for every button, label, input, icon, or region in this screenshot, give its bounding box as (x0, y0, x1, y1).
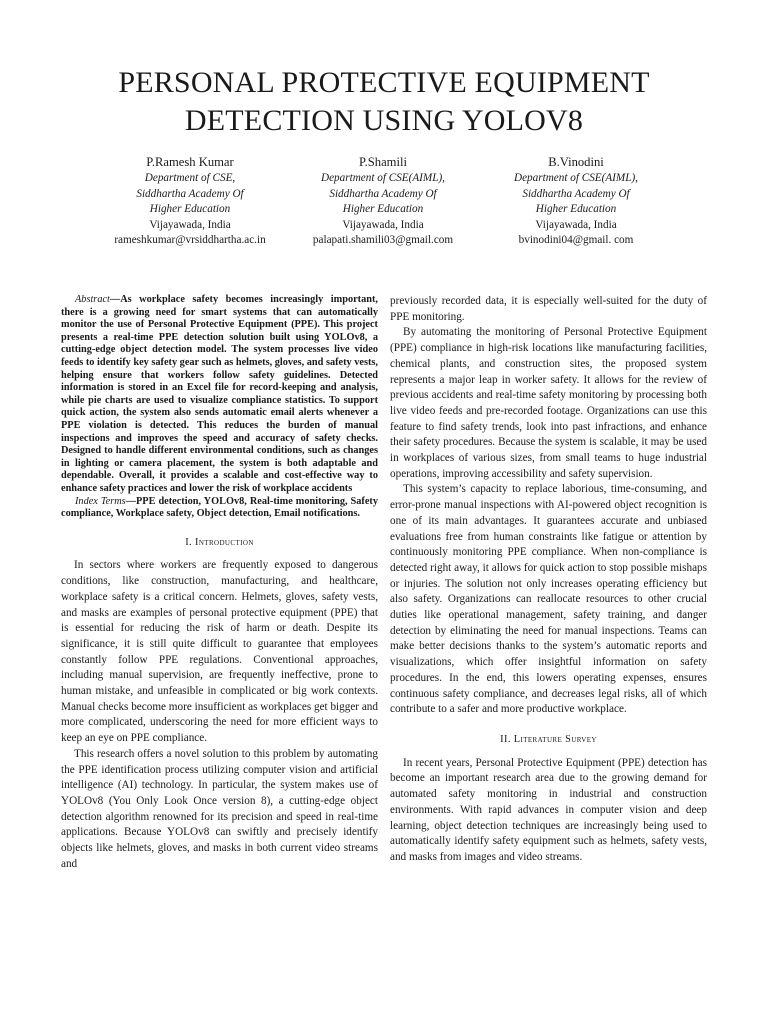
intro-paragraph-3: By automating the monitoring of Personal Protective Equipment (PPE) compliance in high-risk locations like manufacturing facilities, chemical plants, and construction sites, the proposed system represents a major leap in worker safety. It allows for the review of previous accidents and real-time safety monitoring by processing both live video feeds and pre-recorded footage. Organizations can use this feature to find safety trends, look into past infractions, and enhance their safety procedures. Because the system is scalable, it may be used in workplaces of various sizes, from small teams to huge industrial operations, improving accessibility and safety supervision. (390, 326, 707, 480)
author-name: B.Vinodini (548, 155, 604, 169)
author-affiliation: Siddhartha Academy Of (136, 187, 244, 200)
author-department: Department of CSE, (144, 172, 236, 184)
section-heading-introduction: I. Introduction (185, 536, 254, 548)
index-terms (61, 496, 378, 521)
author-email: palapati.shamili03@gmail.com (312, 234, 454, 247)
author-affiliation-2: Higher Education (149, 203, 231, 216)
author-department: Department of CSE(AIML), (321, 172, 445, 184)
author-name: P.Ramesh Kumar (146, 155, 234, 169)
literature-paragraph-1: In recent years, Personal Protective Equipment (PPE) detection has become an important research area due to the growing demand for automated safety monitoring in industrial and construction environments. With rapid advances in computer vision and deep learning, object detection techniques are increasingly being used to automatically identify safety equipment such as helmets, safety vests, and masks from images and video streams. (390, 756, 707, 863)
abstract (61, 294, 378, 496)
left-column (61, 294, 378, 872)
index-terms-lead: Index Terms (75, 495, 126, 507)
abstract-text: —As workplace safety becomes increasingly important, there is a growing need for smart systems that can automatically monitor the use of Personal Protective Equipment (PPE). This project presents a real-time PPE detection solution built using YOLOv8, a cutting-edge object detection model. The system processes live video feeds to identify key safety gear such as helmets, gloves, and safety vests, helping ensure that workers follow safety guidelines. Detected information is stored in an Excel file for record-keeping and analysis, while pie charts are used to visualize compliance statistics. To support quick action, the system also sends automatic email alerts whenever a PPE violation is detected. This reduces the burden of manual inspections and improves the speed and accuracy of safety checks. Designed to handle different environmental conditions, such as changes in lighting or camera placement, the system is both adaptable and dependable. Overall, it provides a scalable and cost-effective way to enhance safety practices and lower the risk of workplace accidents (61, 294, 378, 494)
title-line-1: PERSONAL PROTECTIVE EQUIPMENT (118, 66, 650, 99)
intro-paragraph-1: In sectors where workers are frequently exposed to dangerous conditions, like construction, manufacturing, and healthcare, workplace safety is a critical concern. Helmets, gloves, safety vests, and masks are examples of personal protective equipment (PPE) that is essential for reducing the risk of harm or death. Despite its significance, it is still quite difficult to guarantee that employees constantly follow PPE regulations. Conventional approaches, including manual supervision, are frequently ineffective, prone to human mistake, and unfeasible in complicated or big work contexts. Manual checks become more insufficient as workplaces get bigger and more complicated, underscoring the need for more efficient ways to keep an eye on PPE compliance. (61, 559, 378, 745)
section-heading-literature-survey: II. Literature Survey (500, 733, 597, 745)
author-affiliation-2: Higher Education (535, 203, 617, 216)
author-city: Vijayawada, India (149, 218, 231, 231)
right-column (390, 294, 707, 866)
author-department: Department of CSE(AIML), (514, 172, 638, 184)
author-block-3 (456, 154, 696, 249)
author-affiliation-2: Higher Education (342, 203, 424, 216)
author-city: Vijayawada, India (342, 218, 424, 231)
intro-paragraph-4: This system’s capacity to replace laborious, time-consuming, and error-prone manual inspections with AI-powered object recognition is one of its main advantages. It guarantees accurate and unbiased evaluations free from human constraints like fatigue or attention by continuously monitoring PPE compliance. When non-compliance is detected right away, it allows for quick action to stop possible mishaps or injuries. The solution not only increases operating efficiency but also safety. Organizations can reallocate resources to other crucial duties like operational management, safety training, and danger detection by eliminating the need for manual inspections. Teams can make better decisions thanks to the system’s automatic reports and visualizations, which offer insightful information on safety procedures. In the end, this lowers operating expenses, ensures continuous safety compliance, and decreases legal risks, all of which contribute to a safer and more productive workplace. (390, 483, 707, 716)
intro-paragraph-2: This research offers a novel solution to this problem by automating the PPE identification process utilizing computer vision and artificial intelligence (AI) technology. In particular, the system makes use of YOLOv8 (You Only Look Once version 8), a cutting-edge object detection algorithm renowned for its precision and speed in real-time applications. Because YOLOv8 can swiftly and precisely identify objects like helmets, gloves, and masks in both current video streams and (61, 747, 378, 870)
title-line-2: DETECTION USING YOLOV8 (184, 104, 584, 137)
intro-paragraph-2-continued: previously recorded data, it is especially well-suited for the duty of PPE monitoring. (390, 295, 707, 323)
author-affiliation: Siddhartha Academy Of (329, 187, 437, 200)
author-name: P.Shamili (359, 155, 407, 169)
paper-title (40, 64, 728, 140)
author-city: Vijayawada, India (535, 218, 617, 231)
index-terms-text: —PPE detection, YOLOv8, Real-time monitoring, Safety compliance, Workplace safety, Object detection, Email notifications. (61, 495, 378, 520)
abstract-lead: Abstract (75, 294, 110, 305)
author-email: bvinodini04@gmail. com (518, 234, 634, 247)
author-email: rameshkumar@vrsiddhartha.ac.in (114, 234, 266, 247)
author-affiliation: Siddhartha Academy Of (522, 187, 630, 200)
